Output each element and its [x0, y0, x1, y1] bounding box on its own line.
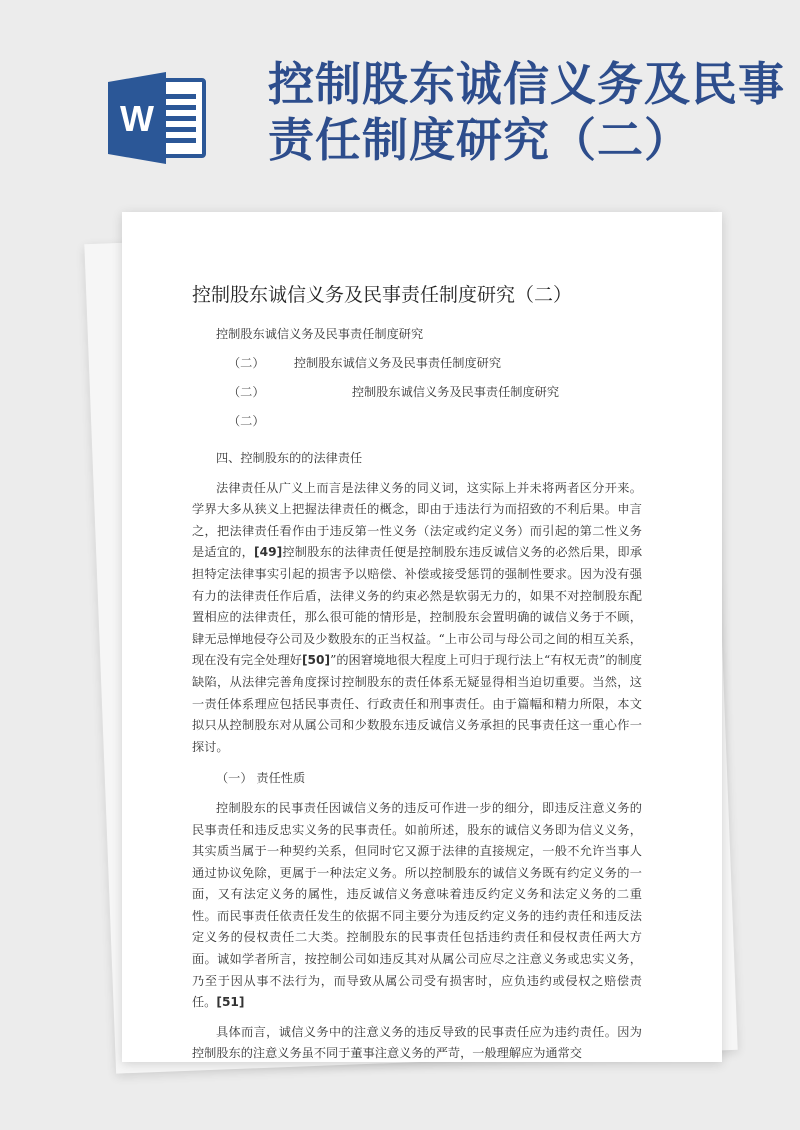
- toc-line: [192, 382, 642, 411]
- document-title: 控制股东诚信义务及民事责任制度研究（二）: [268, 57, 785, 167]
- paragraph: [192, 478, 642, 759]
- footnote-ref: [51]: [216, 995, 245, 1010]
- toc-line: [192, 324, 642, 353]
- header: [0, 0, 800, 215]
- toc-number: （二）: [228, 356, 265, 370]
- paragraph-text: 法律责任从广义上而言是法律义务的同义词，这实际上并未将两者区分开来。学界大多从狭义上把握法律责任的概念，即由于违法行为而招致的不利后果。申言之，把法律责任看作由于违反第一性义务（法定或约定义务）而引起的第二性义务是适宜的，: [192, 480, 642, 560]
- document-page: [122, 212, 722, 1062]
- paragraph-text: 控制股东的民事责任因诚信义务的违反可作进一步的细分，即违反注意义务的民事责任和违反忠实义务的民事责任。如前所述，股东的诚信义务即为信义义务，其实质当属于一种契约关系，但同时它又源于法律的直接规定，一般不允许当事人通过协议免除，更属于一种法定义务。所以控制股东的诚信义务既有约定义务的一面，又有法定义务的属性，违反诚信义务意味着违反约定义务和法定义务的二重性。而民事责任依责任发生的依据不同主要分为违反约定义务的违约责任和违反法定义务的侵权责任二大类。控制股东的民事责任包括违约责任和侵权责任两大方面。诚如学者所言，按控制公司如违反其对从属公司应尽之注意义务或忠实义务，乃至于因从事不法行为，而导致从属公司受有损害时，应负违约或侵权之赔偿责任。: [192, 800, 642, 1010]
- paragraph-text: 控制股东的法律责任便是控制股东违反诚信义务的必然后果，即承担特定法律事实引起的损害予以赔偿、补偿或接受惩罚的强制性要求。因为没有强有力的法律责任作后盾，法律义务的约束必然是软弱无力的，如果不对控制股东配置相应的法律责任，那么很可能的情形是，控制股东会置明确的诚信义务于不顾，肆无忌惮地侵夺公司及少数股东的正当权益。“上市公司与母公司之间的相互关系，现在没有完全处理好: [192, 545, 643, 668]
- toc: [192, 324, 642, 440]
- word-document-icon: [108, 72, 212, 164]
- paragraph: 具体而言，诚信义务中的注意义务的违反导致的民事责任应为违约责任。因为控制股东的注意义务虽不同于董事注意义务的严苛，一般理解应为通常交: [192, 1024, 642, 1061]
- toc-line: [192, 411, 642, 440]
- footnote-ref: [50]: [301, 653, 331, 668]
- footnote-ref: [49]: [254, 545, 283, 560]
- toc-line: [192, 353, 642, 382]
- toc-text: 控制股东诚信义务及民事责任制度研究: [293, 356, 502, 370]
- toc-number: （二）: [228, 385, 265, 399]
- section-heading: 四、控制股东的的法律责任: [216, 451, 363, 465]
- page-title: 控制股东诚信义务及民事责任制度研究（二）: [192, 284, 573, 306]
- paragraph-text: ”的困窘境地很大程度上可归于现行法上“有权无责”的制度缺陷，从法律完善角度探讨控制股东的责任体系无疑显得相当迫切重要。当然，这一责任体系理应包括民事责任、行政责任和刑事责任。由于篇幅和精力所限，本文拟只从控制股东对从属公司和少数股东违反诚信义务承担的民事责任这一重心作一探讨。: [192, 653, 642, 754]
- sub-heading: （一） 责任性质: [216, 771, 306, 786]
- toc-text: 控制股东诚信义务及民事责任制度研究: [216, 327, 424, 341]
- word-icon-letter: W: [120, 98, 154, 139]
- toc-text: 控制股东诚信义务及民事责任制度研究: [351, 385, 560, 399]
- document-body: [192, 324, 642, 1062]
- paragraph: [192, 798, 642, 1014]
- toc-number: （二）: [228, 414, 265, 428]
